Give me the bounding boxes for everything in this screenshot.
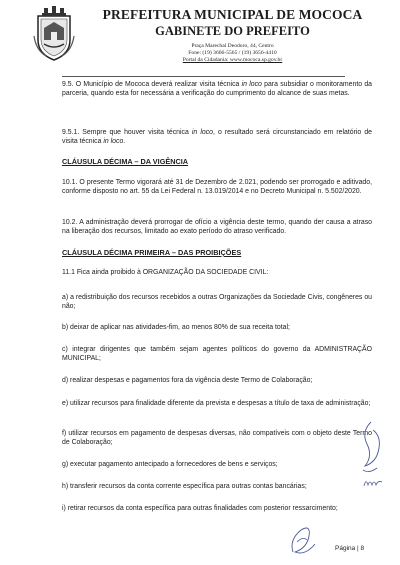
list-item-h: h) transferir recursos da conta corrente específica para outras contas bancárias; — [62, 483, 307, 490]
initials-mark-icon — [362, 476, 384, 490]
paragraph-10-2: 10.2. A administração deverá prorrogar de ofício a vigência deste termo, quando der causa a atraso na liberação dos recursos, limitado ao exato período do atraso verificado. — [62, 219, 372, 236]
header-divider — [62, 76, 345, 77]
paragraph-text: 9.5. O Município de Mococa deverá realizar visita técnica — [62, 81, 242, 88]
header-address — [90, 43, 375, 64]
heading-clausula-decima: CLÁUSULA DÉCIMA – DA VIGÊNCIA — [62, 157, 189, 166]
list-item-i: i) retirar recursos da conta específica para outras finalidades com posterior ressarcimento; — [62, 505, 338, 512]
paragraph-11-1: 11.1 Fica ainda proibido à ORGANIZAÇÃO DA SOCIEDADE CIVIL: — [62, 269, 269, 276]
header-title: PREFEITURA MUNICIPAL DE MOCOCA — [102, 7, 363, 22]
paragraph-italic: in loco — [191, 129, 213, 136]
list-item-a: a) a redistribuição dos recursos recebidos a outras Organizações da Sociedade Civis, congêneres ou não; — [62, 294, 372, 311]
margin-signature-icon — [357, 418, 385, 478]
paragraph-9-5-1 — [62, 128, 372, 147]
address-line: Praça Marechal Deodoro, 44, Centro — [191, 43, 274, 49]
page-number: Página | 8 — [335, 545, 365, 552]
list-item-f: f) utilizar recursos em pagamento de despesas diversas, não compatíveis com o objeto deste Termo de Colaboração; — [62, 430, 372, 447]
letterhead — [30, 4, 375, 80]
paragraph-text: . — [123, 138, 126, 146]
list-item-g: g) executar pagamento antecipado a fornecedores de bens e serviços; — [62, 461, 278, 468]
portal-line: Portal da Cidadania: www.mococa.sp.gov.br — [182, 57, 283, 63]
list-item-c: c) integrar dirigentes que também sejam agentes políticos do governo da ADMINISTRAÇÃO MUNICIPAL; — [62, 346, 372, 363]
paragraph-italic: in loco — [241, 81, 262, 88]
list-item-e: e) utilizar recursos para finalidade diferente da prevista e despesas a título de taxa de administração; — [62, 400, 371, 407]
paragraph-text: , o resultado será circunstanciado em relatório de visita técnica — [62, 129, 372, 146]
letterhead-text — [90, 4, 375, 64]
footer-signature-icon — [287, 522, 319, 558]
list-item-d: d) realizar despesas e pagamentos fora da vigência deste Termo de Colaboração; — [62, 377, 313, 384]
header-subtitle: GABINETE DO PREFEITO — [155, 24, 310, 38]
paragraph-text: para subsidiar o monitoramento da parceria, quando esta for necessária a verificação do cumprimento do alcance de suas metas. — [62, 81, 372, 98]
paragraph-9-5 — [62, 80, 372, 99]
heading-clausula-decima-primeira: CLÁUSULA DÉCIMA PRIMEIRA – DAS PROIBIÇÕES — [62, 248, 242, 257]
phone-line: Fone: (19) 3666-5565 / (19) 3656-4410 — [188, 50, 277, 56]
paragraph-10-1: 10.1. O presente Termo vigorará até 31 de Dezembro de 2.021, podendo ser prorrogado e aditivado, conforme disposto no art. 55 da Lei Federal n. 13.019/2014 e no Decreto Municipal n. 5.502/2020. — [62, 179, 372, 196]
paragraph-text: 9.5.1. Sempre que houver visita técnica — [62, 129, 192, 136]
list-item-b: b) deixar de aplicar nas atividades-fim, ao menos 80% de sua receita total; — [62, 324, 290, 331]
municipal-crest-icon — [32, 6, 76, 62]
paragraph-italic: in loco — [103, 138, 124, 146]
